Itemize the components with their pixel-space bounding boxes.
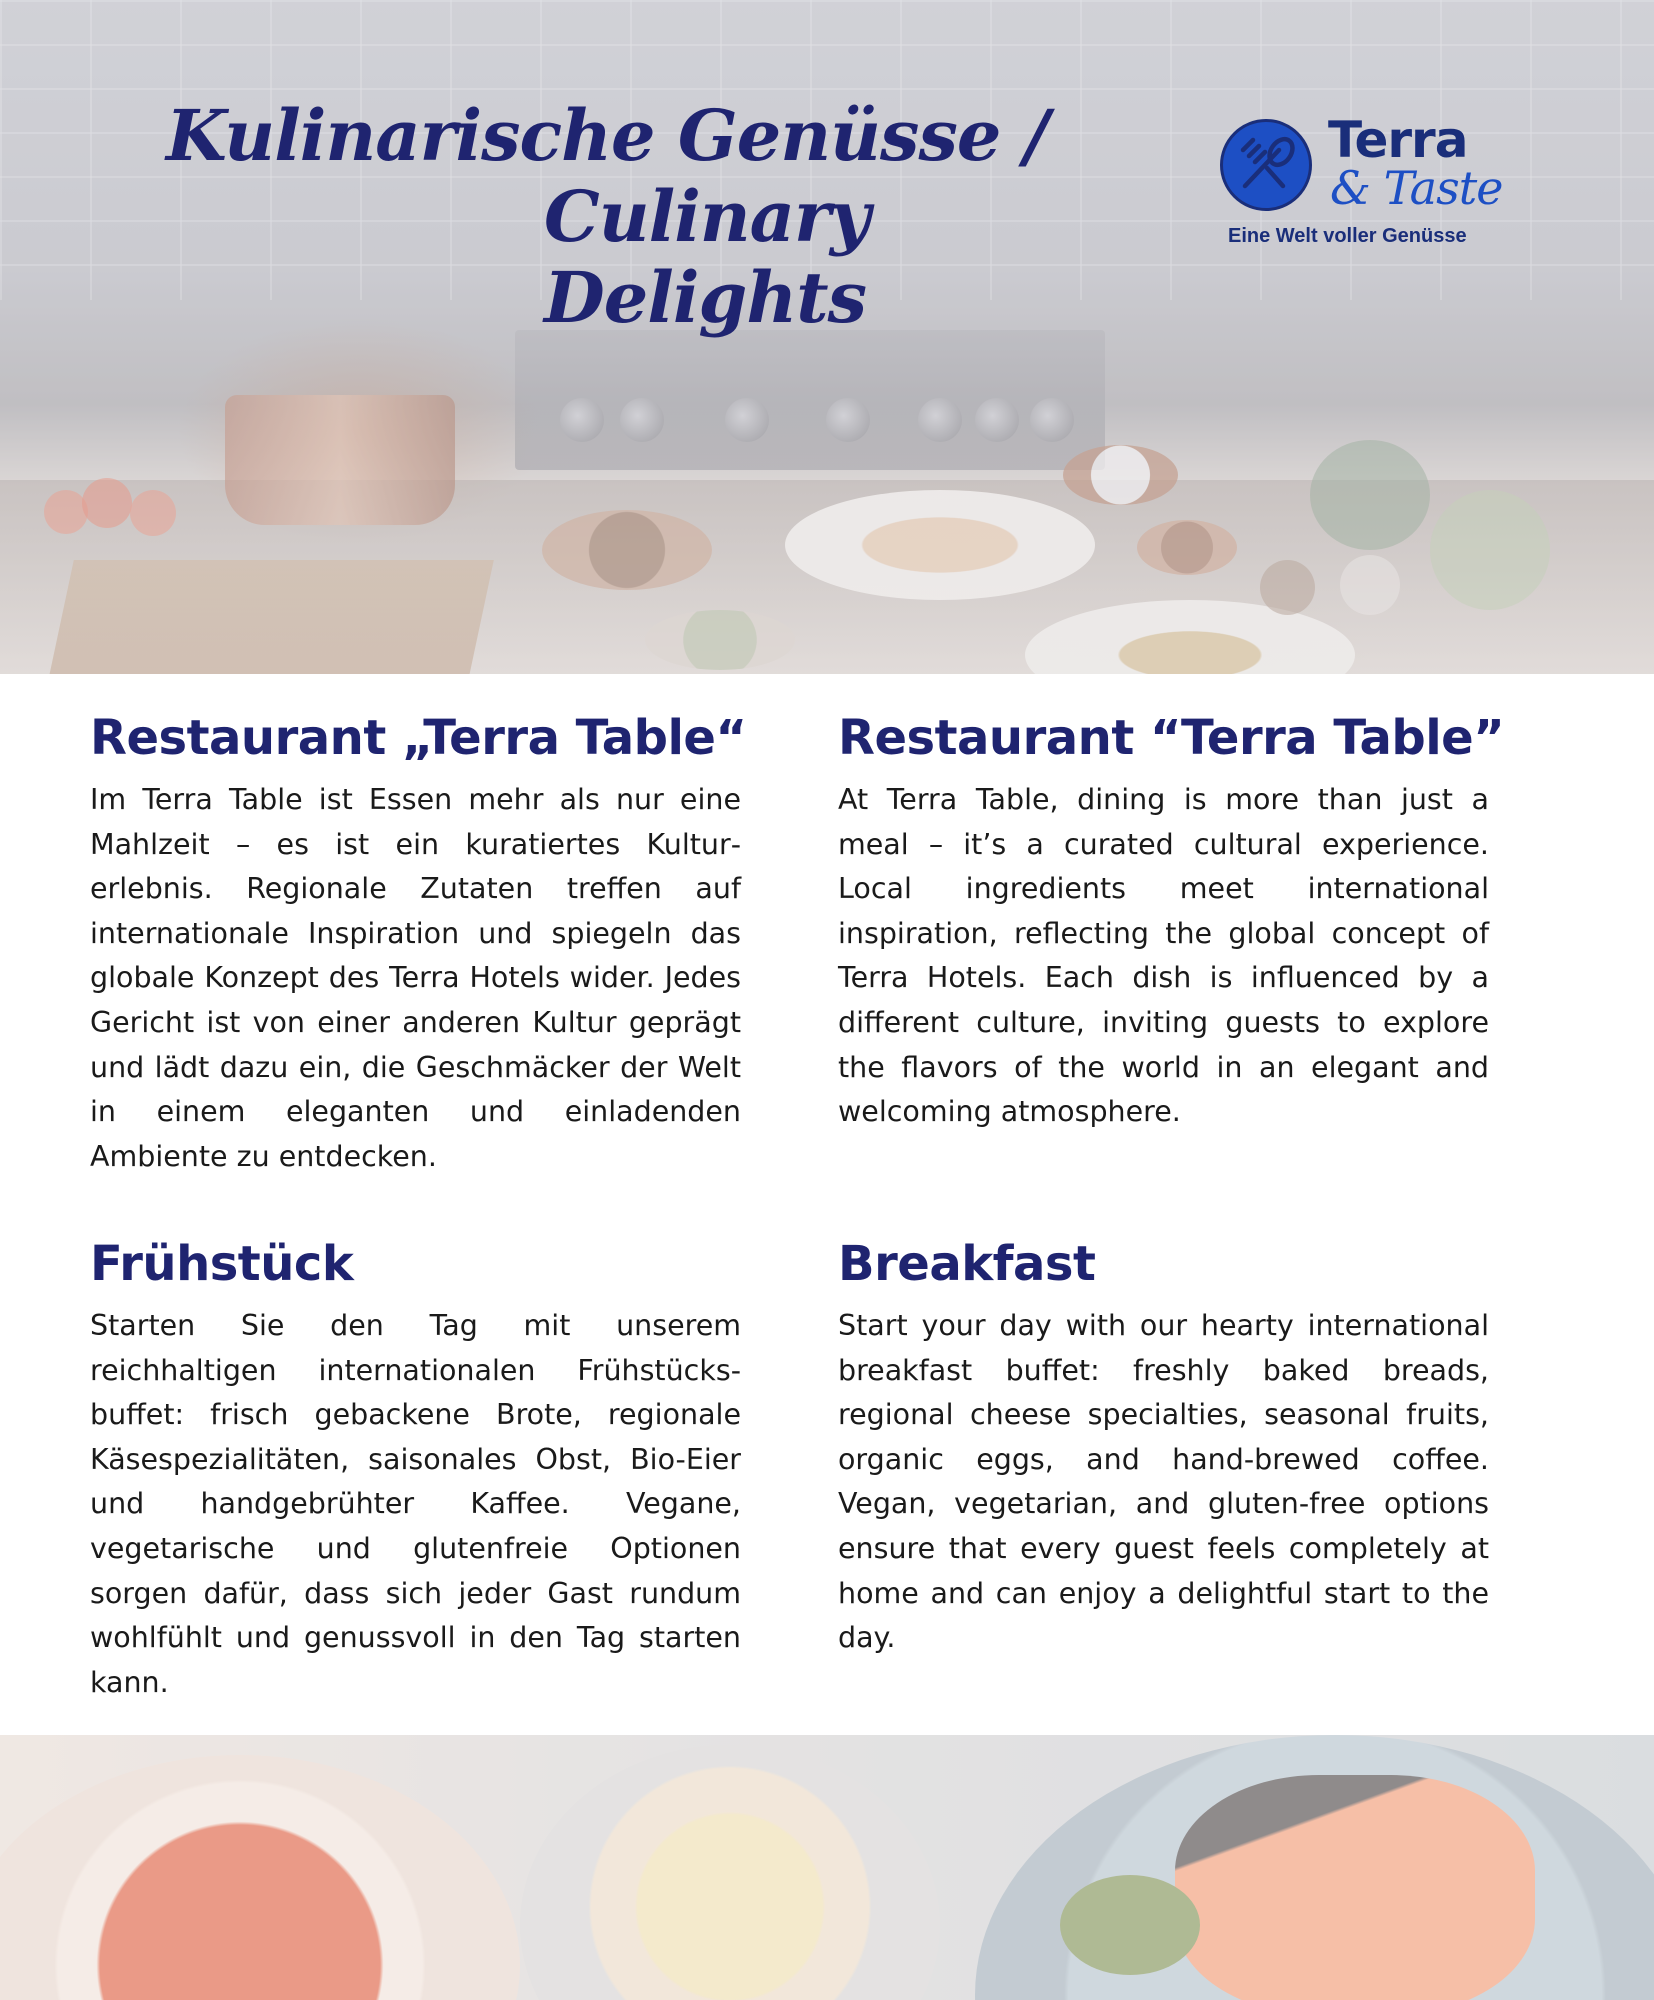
breakfast-text-en: Start your day with our hearty international breakfast buffet: freshly baked breads, regional cheese specialties, seasonal fruits, organic eggs, and hand-brewed coffee. Vegan, vegetarian, and gluten-free options ensure that every guest feels completely at home and can enjoy a delightful start to the day. [838, 1309, 1489, 1655]
hero-image [0, 0, 1654, 674]
page-title-line-2: Culinary Delights [544, 175, 870, 340]
breakfast-text-de: Starten Sie den Tag mit unserem reichhaltigen internationalen Frühstücksbuffet: frisch gebackene Brote, regionale Käsespezialitäten, saisonales Obst, Bio-Eier und handgebrühter Kaffee. Vegane, vegetarische und glutenfreie Optionen sorgen dafür, dass sich jeder Gast rundum wohlfühlt und genussvoll in den Tag starten kann. [90, 1309, 741, 1699]
restaurant-title-de: Restaurant „Terra Table“ [90, 710, 747, 766]
page-title [120, 95, 1170, 339]
breakfast-title-en: Breakfast [838, 1236, 1096, 1292]
logo-name-terra: Terra [1328, 111, 1468, 169]
footer-overlay [0, 1735, 1654, 2000]
page-title-line-1: Kulinarische Genüsse / [166, 94, 1049, 177]
restaurant-text-de: Im Terra Table ist Essen mehr als nur eine Mahlzeit – es ist ein kuratiertes Kulturerlebnis. Regionale Zutaten treffen auf internationale Inspiration und spiegeln das globale Konzept des Terra Hotels wider. Jedes Gericht ist von einer anderen Kultur geprägt und lädt dazu ein, die Geschmäcker der Welt in einem eleganten und einladenden Ambiente zu entdecken. [90, 783, 741, 1173]
footer-image [0, 1735, 1654, 2000]
brand-logo [1218, 111, 1518, 255]
fork-spoon-icon [1220, 119, 1312, 211]
restaurant-title-en: Restaurant “Terra Table” [838, 710, 1505, 766]
restaurant-text-en: At Terra Table, dining is more than just a meal – it’s a curated cultural experience. Local ingredients meet international inspiration, reflecting the global concept of Terra Hotels. Each dish is influenced by a different culture, inviting guests to explore the flavors of the world in an elegant and welcoming atmosphere. [838, 783, 1489, 1129]
logo-name-taste: & Taste [1330, 161, 1503, 215]
breakfast-title-de: Frühstück [90, 1236, 354, 1292]
logo-tagline: Eine Welt voller Genüsse [1228, 225, 1467, 247]
